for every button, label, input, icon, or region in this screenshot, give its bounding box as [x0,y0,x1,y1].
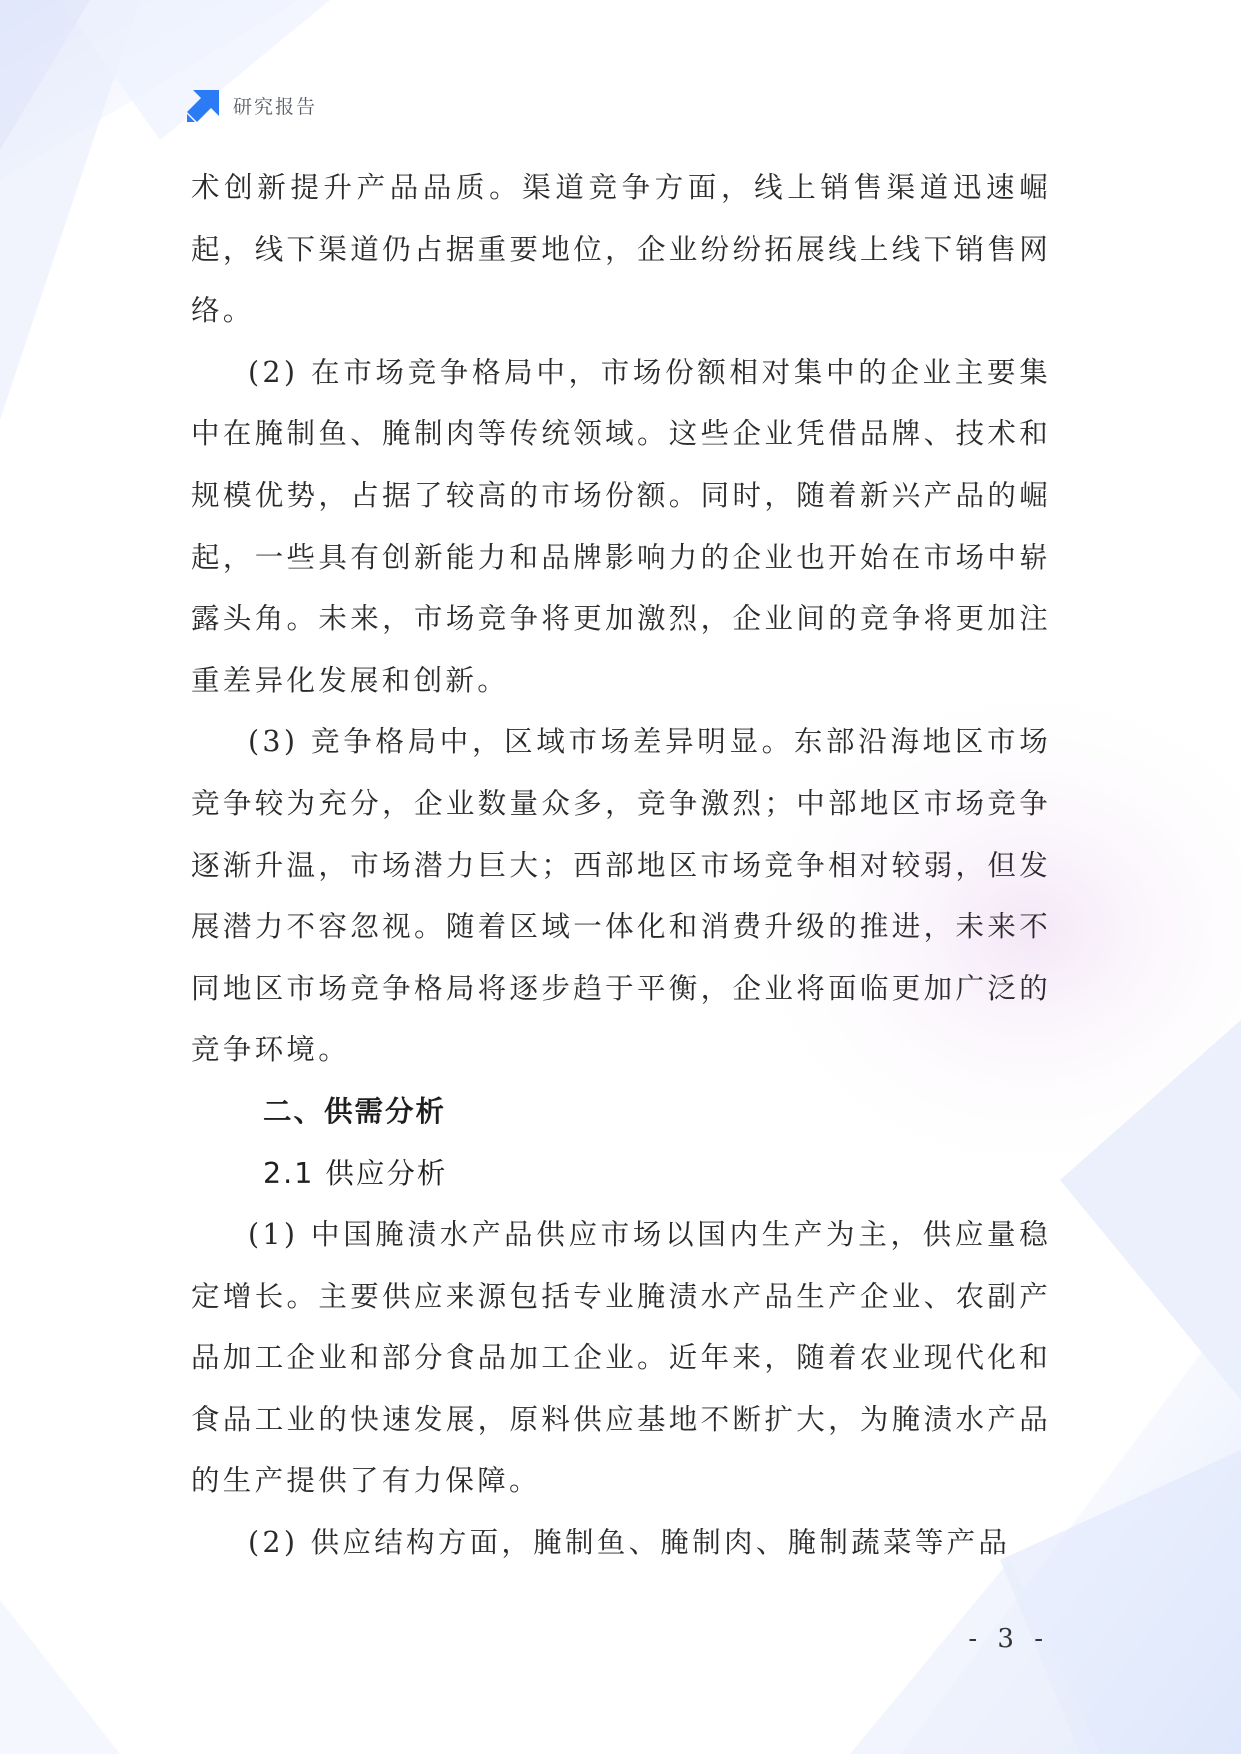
page-number: - 3 - [968,1624,1049,1654]
document-body [191,157,1051,1574]
body-paragraph: (1) 中国腌渍水产品供应市场以国内生产为主，供应量稳定增长。主要供应来源包括专业腌渍水产品生产企业、农副产品加工企业和部分食品加工企业。近年来，随着农业现代化和食品工业的快速发展，原料供应基地不断扩大，为腌渍水产品的生产提供了有力保障。 [191,1218,1051,1498]
report-header [187,88,317,122]
arrow-up-right-icon [187,88,221,122]
header-title: 研究报告 [233,95,318,118]
body-paragraph: (3) 竞争格局中，区域市场差异明显。东部沿海地区市场竞争较为充分，企业数量众多，竞争激烈；中部地区市场竞争逐渐升温，市场潜力巨大；西部地区市场竞争相对较弱，但发展潜力不容忽视。随着区域一体化和消费升级的推进，未来不同地区市场竞争格局将逐步趋于平衡，企业将面临更加广泛的竞争环境。 [191,725,1051,1067]
body-paragraph: (2) 在市场竞争格局中，市场份额相对集中的企业主要集中在腌制鱼、腌制肉等传统领域。这些企业凭借品牌、技术和规模优势，占据了较高的市场份额。同时，随着新兴产品的崛起，一些具有创新能力和品牌影响力的企业也开始在市场中崭露头角。未来，市场竞争将更加激烈，企业间的竞争将更加注重差异化发展和创新。 [191,355,1051,697]
body-paragraph: (2) 供应结构方面，腌制鱼、腌制肉、腌制蔬菜等产品 [248,1526,1011,1560]
body-paragraph: 术创新提升产品品质。渠道竞争方面，线上销售渠道迅速崛起，线下渠道仍占据重要地位，企业纷纷拓展线上线下销售网络。 [191,171,1051,328]
section-heading: 二、供需分析 [263,1094,447,1128]
subsection-heading: 2.1 供应分析 [263,1156,448,1190]
